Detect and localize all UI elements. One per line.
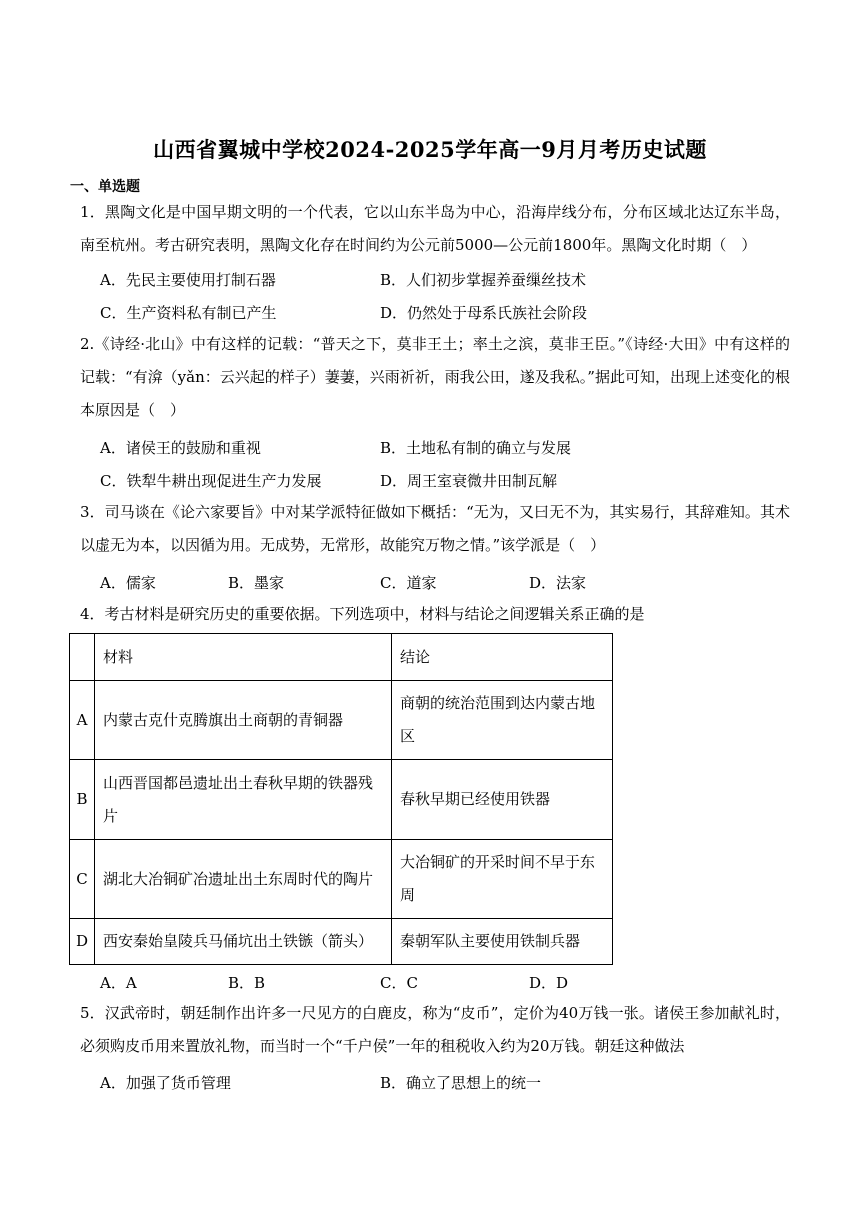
table-row [70,760,613,840]
question-3-option-b: B．墨家 [228,574,285,592]
table-cell-material: 山西晋国都邑遗址出土春秋早期的铁器残片 [95,760,392,840]
table-cell-conclusion: 大冶铜矿的开采时间不早于东周 [392,840,613,919]
question-4-stem: 4．考古材料是研究历史的重要依据。下列选项中，材料与结论之间逻辑关系正确的是 [80,605,645,623]
question-2-option-b: B．土地私有制的确立与发展 [380,439,572,457]
table-header-cell [70,634,95,681]
question-2-option-d: D．周王室衰微井田制瓦解 [380,472,558,490]
question-4-table [69,633,613,965]
question-5-stem: 5．汉武帝时，朝廷制作出许多一尺见方的白鹿皮，称为“皮币”，定价为40万钱一张。诸侯王参加献礼时，必须购皮币用来置放礼物，而当时一个“千户侯”一年的租税收入约为20万钱。朝廷这种做法 [80,1004,790,1055]
table-cell-conclusion: 商朝的统治范围到达内蒙古地区 [392,681,613,760]
table-cell-material: 内蒙古克什克腾旗出土商朝的青铜器 [95,681,392,760]
table-cell-conclusion: 春秋早期已经使用铁器 [392,760,613,840]
question-1-option-a: A．先民主要使用打制石器 [100,271,276,289]
table-cell-conclusion: 秦朝军队主要使用铁制兵器 [392,919,613,965]
question-4-option-a: A．A [100,974,137,992]
section-heading: 一、单选题 [70,179,140,195]
question-1-stem: 1．黑陶文化是中国早期文明的一个代表，它以山东半岛为中心，沿海岸线分布，分布区域北达辽东半岛，南至杭州。考古研究表明，黑陶文化存在时间约为公元前5000—公元前1800年。黑陶文化时期（ ） [80,203,790,254]
question-4-option-d: D．D [529,974,569,992]
table-cell-material: 湖北大冶铜矿冶遗址出土东周时代的陶片 [95,840,392,919]
question-3-stem: 3．司马谈在《论六家要旨》中对某学派特征做如下概括：“无为，又曰无不为，其实易行，其辞难知。其术以虚无为本，以因循为用。无成势，无常形，故能究万物之情。”该学派是（ ） [80,503,790,554]
table-cell-label: B [70,760,95,840]
question-2-stem: 2.《诗经·北山》中有这样的记载：“普天之下，莫非王土；率土之滨，莫非王臣。”《诗经·大田》中有这样的记载：“有渰（yǎn：云兴起的样子）萋萋，兴雨祈祈，雨我公田，遂及我私。”据此可知，出现上述变化的根本原因是（ ） [80,335,790,419]
question-1-option-c: C．生产资料私有制已产生 [100,304,277,322]
table-cell-label: A [70,681,95,760]
question-5-option-a: A．加强了货币管理 [100,1074,231,1092]
table-cell-label: C [70,840,95,919]
question-1-option-b: B．人们初步掌握养蚕缫丝技术 [380,271,587,289]
question-2-option-a: A．诸侯王的鼓励和重视 [100,439,261,457]
table-cell-material: 西安秦始皇陵兵马俑坑出土铁镞（箭头） [95,919,392,965]
table-header-row [70,634,613,681]
table-cell-label: D [70,919,95,965]
page-title: 山西省翼城中学校2024-2025学年高一9月月考历史试题 [153,137,707,162]
table-header-cell: 材料 [95,634,392,681]
question-3-option-d: D．法家 [529,574,587,592]
question-3-option-c: C．道家 [380,574,437,592]
question-4-option-c: C．C [380,974,418,992]
table-header-cell: 结论 [392,634,613,681]
table-row [70,840,613,919]
question-2-option-c: C．铁犁牛耕出现促进生产力发展 [100,472,322,490]
question-1-option-d: D．仍然处于母系氏族社会阶段 [380,304,588,322]
question-4-option-b: B．B [228,974,266,992]
table-row [70,919,613,965]
question-5-option-b: B．确立了思想上的统一 [380,1074,542,1092]
question-3-option-a: A．儒家 [100,574,156,592]
table-row [70,681,613,760]
